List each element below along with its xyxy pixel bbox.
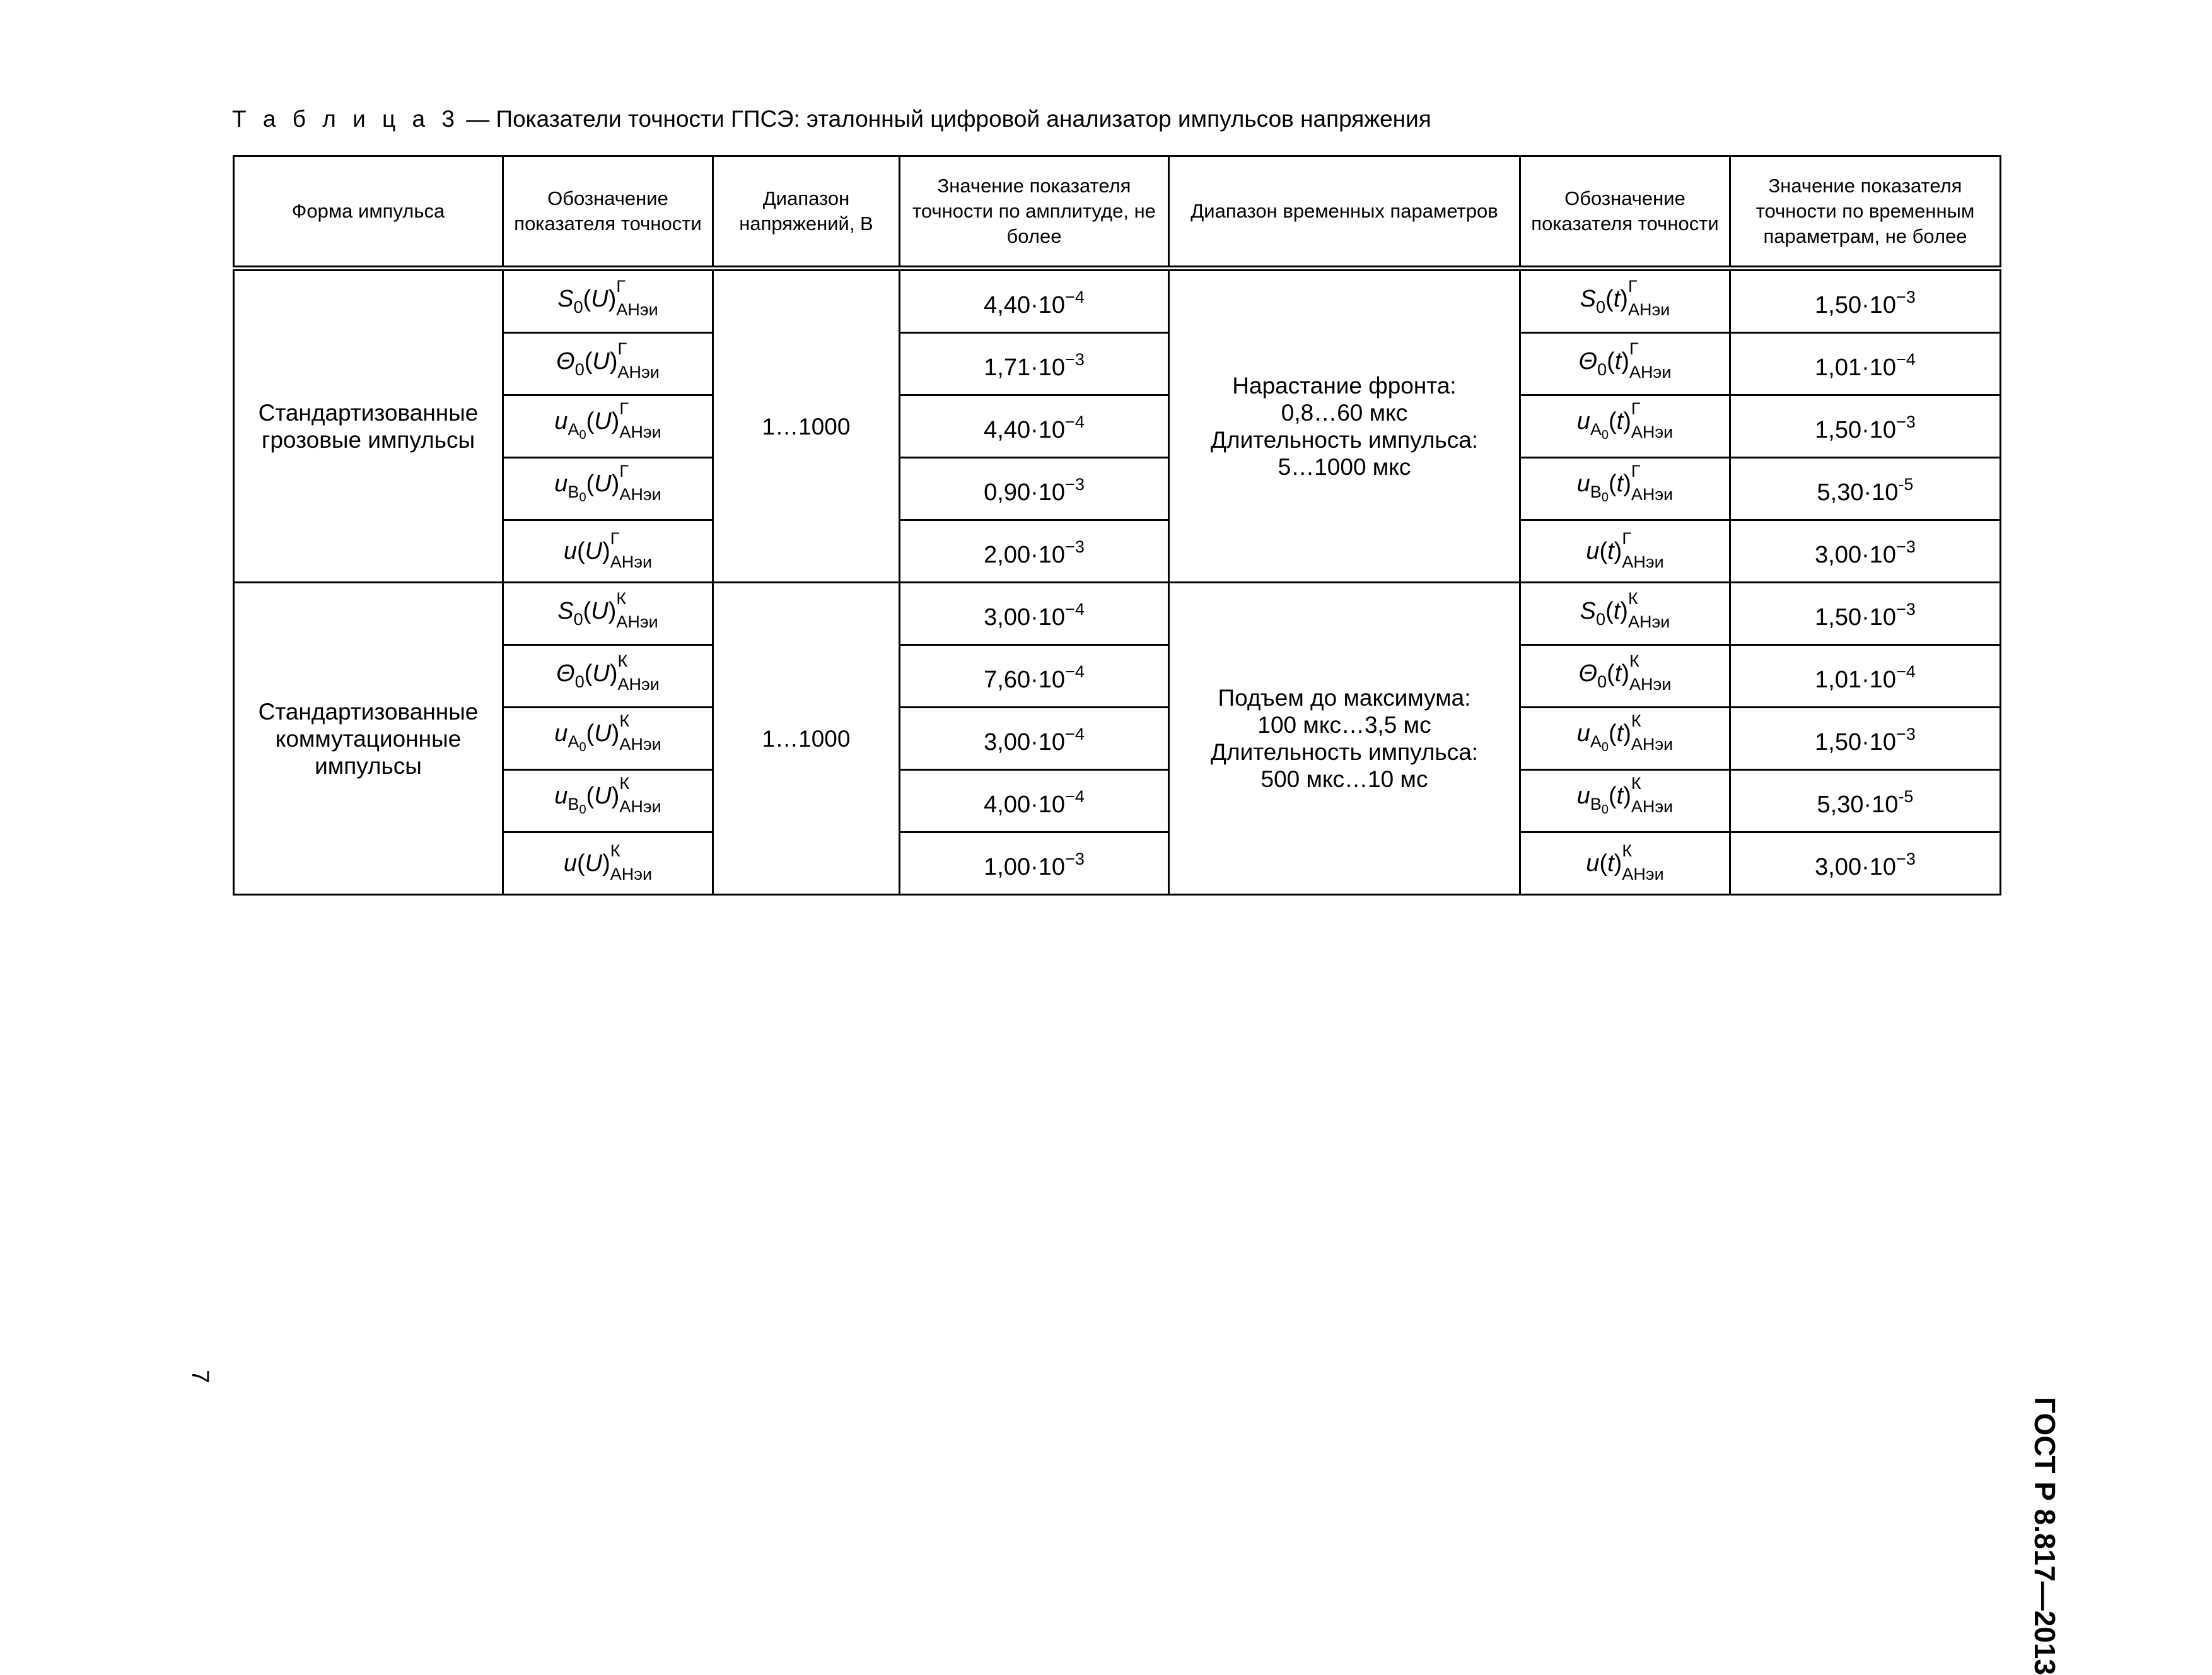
symbol: $S_0(t)$ К АНэи xyxy=(1580,589,1670,631)
time-value-cell xyxy=(1730,269,2001,333)
value-exponent: −3 xyxy=(1065,537,1085,556)
symbol-base: S xyxy=(557,598,574,624)
symbol-arg: U xyxy=(591,286,608,312)
amp-designation-cell xyxy=(503,832,713,895)
symbol-sub-letter: B xyxy=(1590,794,1602,814)
symbol: $\Theta_0(t)$ Г АНэи xyxy=(1578,339,1672,382)
symbol: $S_0(U)$ К АНэи xyxy=(557,589,658,631)
value xyxy=(1817,475,1914,506)
value-exponent: −3 xyxy=(1896,725,1916,744)
value-exponent: −4 xyxy=(1065,725,1085,744)
value-mantissa: 4,00·10 xyxy=(984,791,1066,818)
value xyxy=(1815,600,1916,631)
symbol-tail: АНэи xyxy=(1629,675,1672,694)
symbol-arg: U xyxy=(585,538,603,564)
symbol-sub xyxy=(1590,794,1609,817)
symbol-scripts xyxy=(1631,773,1674,816)
time-designation-cell xyxy=(1520,458,1730,520)
header-time-range: Диапазон временных параметров xyxy=(1169,156,1520,269)
symbol-base: u xyxy=(1576,782,1590,809)
symbol-sup: К xyxy=(1622,841,1633,860)
symbol-tail: АНэи xyxy=(1629,363,1672,382)
amp-value-cell xyxy=(900,770,1169,832)
value xyxy=(984,412,1085,443)
header-time-designation: Обозначение показателя точности xyxy=(1520,156,1730,269)
value-mantissa: 3,00·10 xyxy=(984,729,1066,756)
value-exponent: -5 xyxy=(1898,787,1914,806)
value xyxy=(984,600,1085,631)
symbol-tail: АНэи xyxy=(619,734,661,754)
document-designation: ГОСТ Р 8.817—2013 xyxy=(2029,1397,2061,1675)
symbol-sup: Г xyxy=(1622,529,1631,548)
time-designation-cell xyxy=(1520,333,1730,395)
amp-value-cell xyxy=(900,458,1169,520)
amp-value-cell xyxy=(900,583,1169,645)
symbol-arg: t xyxy=(1616,470,1624,497)
value-exponent: −3 xyxy=(1896,600,1916,619)
symbol-arg: t xyxy=(1616,782,1624,809)
symbol-sup: Г xyxy=(1631,461,1641,481)
symbol-tail: АНэи xyxy=(1631,484,1674,504)
symbol: $u_{B_0}(U)$ К АНэи xyxy=(554,773,661,817)
table-body xyxy=(234,269,2001,895)
symbol-sub-index: 0 xyxy=(1601,428,1609,442)
time-value-cell xyxy=(1730,583,2001,645)
amp-value-cell xyxy=(900,520,1169,583)
amp-designation-cell xyxy=(503,583,713,645)
symbol-tail: АНэи xyxy=(616,300,658,319)
pulse-form-cell: Стандартизованные коммутационные импульсы xyxy=(234,583,503,895)
symbol-arg: t xyxy=(1616,720,1624,747)
amp-value-cell xyxy=(900,645,1169,708)
symbol-sub xyxy=(568,794,586,817)
pulse-form-cell: Стандартизованные грозовые импульсы xyxy=(234,269,503,583)
symbol-sub xyxy=(1590,482,1609,505)
symbol-sub-index: 0 xyxy=(1601,802,1609,817)
symbol: $\Theta_0(t)$ К АНэи xyxy=(1578,651,1672,694)
table-caption-text: — Показатели точности ГПСЭ: эталонный цифровой анализатор импульсов напряжения xyxy=(459,106,1431,132)
symbol-sub: 0 xyxy=(574,672,585,691)
symbol-sub-letter: A xyxy=(1590,732,1602,751)
symbol-arg: U xyxy=(594,720,612,747)
time-designation-cell xyxy=(1520,269,1730,333)
value xyxy=(1815,849,1916,880)
value xyxy=(984,849,1085,880)
symbol: $u_{B_0}(t)$ К АНэи xyxy=(1576,773,1674,817)
symbol-sup: К xyxy=(616,589,627,608)
symbol-sup: Г xyxy=(1631,399,1641,418)
table-row xyxy=(234,269,2001,333)
value-mantissa: 1,01·10 xyxy=(1815,667,1897,693)
amp-value-cell xyxy=(900,708,1169,770)
symbol-sub-letter: B xyxy=(568,482,579,501)
value xyxy=(984,725,1085,756)
accuracy-table xyxy=(233,155,2001,896)
symbol-tail: АНэи xyxy=(610,552,653,571)
table-header-row xyxy=(234,156,2001,269)
symbol-sub-letter: B xyxy=(568,794,579,814)
symbol-tail: АНэи xyxy=(1622,552,1664,571)
value-mantissa: 3,00·10 xyxy=(1815,854,1897,880)
symbol-sup: К xyxy=(1627,589,1638,608)
symbol-scripts xyxy=(1629,651,1672,694)
symbol-arg: t xyxy=(1614,660,1622,687)
value xyxy=(1817,787,1914,818)
symbol-sup: Г xyxy=(619,399,629,418)
symbol-arg: U xyxy=(594,470,612,497)
symbol-sub-letter: B xyxy=(1590,482,1602,501)
value-mantissa: 3,00·10 xyxy=(1815,542,1897,568)
symbol-sup: К xyxy=(617,651,628,670)
symbol-tail: АНэи xyxy=(1627,300,1670,319)
amp-value-cell xyxy=(900,333,1169,395)
time-range-line: Длительность импульса: xyxy=(1210,427,1479,453)
time-designation-cell xyxy=(1520,395,1730,458)
amp-designation-cell xyxy=(503,333,713,395)
value-exponent: −3 xyxy=(1065,350,1085,369)
symbol: $S_0(U)$ Г АНэи xyxy=(557,277,658,319)
symbol: $u_{B_0}(t)$ Г АНэи xyxy=(1576,461,1674,505)
value xyxy=(984,787,1085,818)
symbol-arg: t xyxy=(1614,348,1622,375)
symbol-scripts xyxy=(616,589,658,631)
symbol-arg: t xyxy=(1607,538,1614,564)
time-designation-cell xyxy=(1520,645,1730,708)
symbol-tail: АНэи xyxy=(1622,865,1664,884)
value xyxy=(1815,288,1916,318)
time-value-cell xyxy=(1730,708,2001,770)
value xyxy=(984,350,1085,381)
symbol-base: u xyxy=(554,407,568,435)
value xyxy=(1815,350,1916,381)
value xyxy=(1815,537,1916,568)
header-pulse-form: Форма импульса xyxy=(234,156,503,269)
table-row xyxy=(234,583,2001,645)
value-exponent: −4 xyxy=(1065,787,1085,806)
symbol-tail: АНэи xyxy=(1631,422,1674,441)
time-value-cell xyxy=(1730,645,2001,708)
symbol: $u_{A_0}(U)$ Г АНэи xyxy=(554,399,661,442)
value-exponent: −3 xyxy=(1065,475,1085,494)
header-voltage-range: Диапазон напряжений, В xyxy=(713,156,900,269)
symbol-arg: t xyxy=(1613,286,1621,312)
value-exponent: −4 xyxy=(1065,600,1085,619)
amp-value-cell xyxy=(900,832,1169,895)
symbol-sup: Г xyxy=(619,461,629,481)
symbol: u(t) К АНэи xyxy=(1586,841,1664,884)
value xyxy=(1815,662,1916,693)
amp-designation-cell xyxy=(503,520,713,583)
value xyxy=(984,475,1085,506)
symbol-sub: 0 xyxy=(1596,298,1606,317)
value-mantissa: 1,50·10 xyxy=(1815,604,1897,631)
symbol-sup: Г xyxy=(1629,339,1639,358)
amp-designation-cell xyxy=(503,269,713,333)
symbol-sub xyxy=(568,419,586,442)
symbol-scripts xyxy=(616,277,658,319)
symbol-arg: U xyxy=(594,407,612,435)
symbol-base: u xyxy=(554,720,568,747)
symbol-arg: U xyxy=(591,598,608,624)
value-exponent: −3 xyxy=(1065,849,1085,868)
symbol-base: u xyxy=(563,850,577,877)
symbol-scripts xyxy=(1627,589,1670,631)
symbol: u(U) Г АНэи xyxy=(563,529,653,571)
time-range-line: Длительность импульса: xyxy=(1210,739,1479,765)
value-exponent: −4 xyxy=(1896,350,1916,369)
time-range-line: 500 мкс…10 мс xyxy=(1260,766,1428,792)
time-designation-cell xyxy=(1520,832,1730,895)
value-mantissa: 1,71·10 xyxy=(984,354,1066,381)
symbol: u(U) К АНэи xyxy=(563,841,653,884)
value-exponent: −3 xyxy=(1896,537,1916,556)
value-mantissa: 3,00·10 xyxy=(984,604,1066,631)
symbol-tail: АНэи xyxy=(1631,797,1674,816)
symbol-sup: К xyxy=(1631,711,1641,730)
value xyxy=(1815,725,1916,756)
symbol-scripts xyxy=(1631,399,1674,441)
symbol-sup: К xyxy=(619,711,630,730)
symbol-sub-letter: A xyxy=(568,732,579,751)
symbol: $S_0(t)$ Г АНэи xyxy=(1580,277,1670,319)
symbol-base: Θ xyxy=(1578,660,1598,687)
symbol-base: u xyxy=(1586,538,1600,564)
value-exponent: −4 xyxy=(1065,288,1085,306)
symbol-scripts xyxy=(619,399,661,441)
symbol-arg: t xyxy=(1607,850,1614,877)
table-caption xyxy=(232,106,1431,132)
symbol-scripts xyxy=(610,529,653,571)
symbol-scripts xyxy=(619,461,661,504)
time-range-line: 0,8…60 мкс xyxy=(1281,400,1408,426)
value-mantissa: 1,50·10 xyxy=(1815,729,1897,756)
value-exponent: −3 xyxy=(1896,412,1916,431)
symbol-sub xyxy=(1590,419,1609,442)
symbol: $u_{B_0}(U)$ Г АНэи xyxy=(554,461,661,505)
symbol-sub-index: 0 xyxy=(579,802,586,817)
voltage-range-cell: 1…1000 xyxy=(713,583,900,895)
symbol-tail: АНэи xyxy=(617,675,660,694)
symbol-sub-letter: A xyxy=(568,419,579,439)
time-designation-cell xyxy=(1520,770,1730,832)
value-exponent: −3 xyxy=(1896,849,1916,868)
table-caption-label: Т а б л и ц а 3 xyxy=(232,106,460,132)
symbol-sub: 0 xyxy=(1596,610,1606,629)
time-value-cell xyxy=(1730,832,2001,895)
symbol-sub xyxy=(568,732,586,754)
symbol-base: Θ xyxy=(1578,348,1598,375)
symbol-sub-index: 0 xyxy=(579,740,586,754)
symbol-sub xyxy=(568,482,586,505)
value-mantissa: 1,01·10 xyxy=(1815,354,1897,381)
symbol-scripts xyxy=(1631,711,1674,754)
amp-value-cell xyxy=(900,269,1169,333)
symbol-sub-index: 0 xyxy=(579,428,586,442)
symbol-arg: t xyxy=(1613,598,1621,624)
symbol-base: u xyxy=(554,782,568,809)
symbol-sup: Г xyxy=(610,529,620,548)
symbol-base: Θ xyxy=(556,348,575,375)
amp-designation-cell xyxy=(503,645,713,708)
amp-designation-cell xyxy=(503,770,713,832)
symbol-base: S xyxy=(1580,286,1597,312)
symbol-sup: К xyxy=(619,773,630,793)
symbol-sub xyxy=(1590,732,1609,754)
symbol-scripts xyxy=(617,651,660,694)
time-value-cell xyxy=(1730,395,2001,458)
symbol-arg: U xyxy=(592,660,610,687)
time-value-cell xyxy=(1730,520,2001,583)
value-mantissa: 1,50·10 xyxy=(1815,417,1897,443)
value-mantissa: 1,00·10 xyxy=(984,854,1066,880)
header-amp-value: Значение показателя точности по амплитуде, не более xyxy=(900,156,1169,269)
value-exponent: -5 xyxy=(1898,475,1914,494)
symbol-base: u xyxy=(1576,470,1590,497)
symbol: $u_{A_0}(t)$ Г АНэи xyxy=(1576,399,1674,442)
amp-designation-cell xyxy=(503,708,713,770)
time-value-cell xyxy=(1730,770,2001,832)
time-range-cell xyxy=(1169,269,1520,583)
time-range-line: 5…1000 мкс xyxy=(1278,454,1411,480)
value-mantissa: 4,40·10 xyxy=(984,417,1066,443)
symbol-scripts xyxy=(610,841,653,884)
time-range-line: Подъем до максимума: xyxy=(1218,685,1471,711)
symbol-base: S xyxy=(557,286,574,312)
symbol-tail: АНэи xyxy=(619,484,661,504)
value-mantissa: 5,30·10 xyxy=(1817,791,1899,818)
time-value-cell xyxy=(1730,333,2001,395)
value-mantissa: 2,00·10 xyxy=(984,542,1066,568)
symbol-base: u xyxy=(1576,720,1590,747)
value-exponent: −4 xyxy=(1896,662,1916,681)
symbol-base: u xyxy=(1576,407,1590,435)
symbol-arg: t xyxy=(1616,407,1624,435)
symbol: $u_{A_0}(U)$ К АНэи xyxy=(554,711,661,754)
symbol-arg: U xyxy=(585,850,603,877)
symbol-scripts xyxy=(1631,461,1674,504)
symbol-tail: АНэи xyxy=(616,612,658,631)
symbol-arg: U xyxy=(592,348,610,375)
value-exponent: −4 xyxy=(1065,662,1085,681)
value-mantissa: 7,60·10 xyxy=(984,667,1066,693)
amp-designation-cell xyxy=(503,458,713,520)
symbol-base: u xyxy=(563,538,577,564)
symbol-sub: 0 xyxy=(573,298,583,317)
symbol-tail: АНэи xyxy=(619,797,661,816)
symbol: $\Theta_0(U)$ К АНэи xyxy=(556,651,660,694)
time-value-cell xyxy=(1730,458,2001,520)
symbol-sup: Г xyxy=(617,339,627,358)
symbol: $\Theta_0(U)$ Г АНэи xyxy=(556,339,660,382)
symbol-sub-index: 0 xyxy=(1601,740,1609,754)
value-mantissa: 0,90·10 xyxy=(984,479,1066,506)
value-exponent: −3 xyxy=(1896,288,1916,306)
symbol-sub: 0 xyxy=(574,360,585,379)
symbol: $u_{A_0}(t)$ К АНэи xyxy=(1576,711,1674,754)
symbol-sub-letter: A xyxy=(1590,419,1602,439)
symbol-sub: 0 xyxy=(1597,360,1607,379)
value-exponent: −4 xyxy=(1065,412,1085,431)
value xyxy=(984,662,1085,693)
symbol-sup: Г xyxy=(616,277,626,296)
time-range-line: 100 мкс…3,5 мс xyxy=(1257,712,1431,738)
symbol-sub-index: 0 xyxy=(1601,490,1609,505)
symbol-sub: 0 xyxy=(573,610,583,629)
symbol-sub-index: 0 xyxy=(579,490,586,505)
value-mantissa: 1,50·10 xyxy=(1815,292,1897,318)
symbol-base: Θ xyxy=(556,660,575,687)
symbol-tail: АНэи xyxy=(617,363,660,382)
header-time-value: Значение показателя точности по временным параметрам, не более xyxy=(1730,156,2001,269)
symbol-base: u xyxy=(554,470,568,497)
value-mantissa: 4,40·10 xyxy=(984,292,1066,318)
time-designation-cell xyxy=(1520,520,1730,583)
value xyxy=(1815,412,1916,443)
symbol-sub: 0 xyxy=(1597,672,1607,691)
symbol-sup: К xyxy=(1631,773,1641,793)
symbol-sup: К xyxy=(610,841,620,860)
symbol-sup: Г xyxy=(1627,277,1638,296)
voltage-range-cell: 1…1000 xyxy=(713,269,900,583)
symbol-scripts xyxy=(619,711,661,754)
amp-designation-cell xyxy=(503,395,713,458)
value xyxy=(984,537,1085,568)
header-amp-designation: Обозначение показателя точности xyxy=(503,156,713,269)
symbol-scripts xyxy=(619,773,661,816)
value xyxy=(984,288,1085,318)
symbol-tail: АНэи xyxy=(1631,734,1674,754)
amp-value-cell xyxy=(900,395,1169,458)
symbol-tail: АНэи xyxy=(619,422,661,441)
symbol-base: S xyxy=(1580,598,1597,624)
symbol-arg: U xyxy=(594,782,612,809)
symbol-scripts xyxy=(1629,339,1672,382)
time-range-cell xyxy=(1169,583,1520,895)
symbol: u(t) Г АНэи xyxy=(1586,529,1664,571)
symbol-scripts xyxy=(1627,277,1670,319)
value-mantissa: 5,30·10 xyxy=(1817,479,1899,506)
symbol-sup: К xyxy=(1629,651,1639,670)
symbol-base: u xyxy=(1586,850,1600,877)
time-designation-cell xyxy=(1520,583,1730,645)
time-designation-cell xyxy=(1520,708,1730,770)
time-range-line: Нарастание фронта: xyxy=(1232,373,1457,399)
page-number: 7 xyxy=(187,1370,213,1384)
symbol-tail: АНэи xyxy=(610,865,653,884)
symbol-tail: АНэи xyxy=(1627,612,1670,631)
symbol-scripts xyxy=(617,339,660,382)
